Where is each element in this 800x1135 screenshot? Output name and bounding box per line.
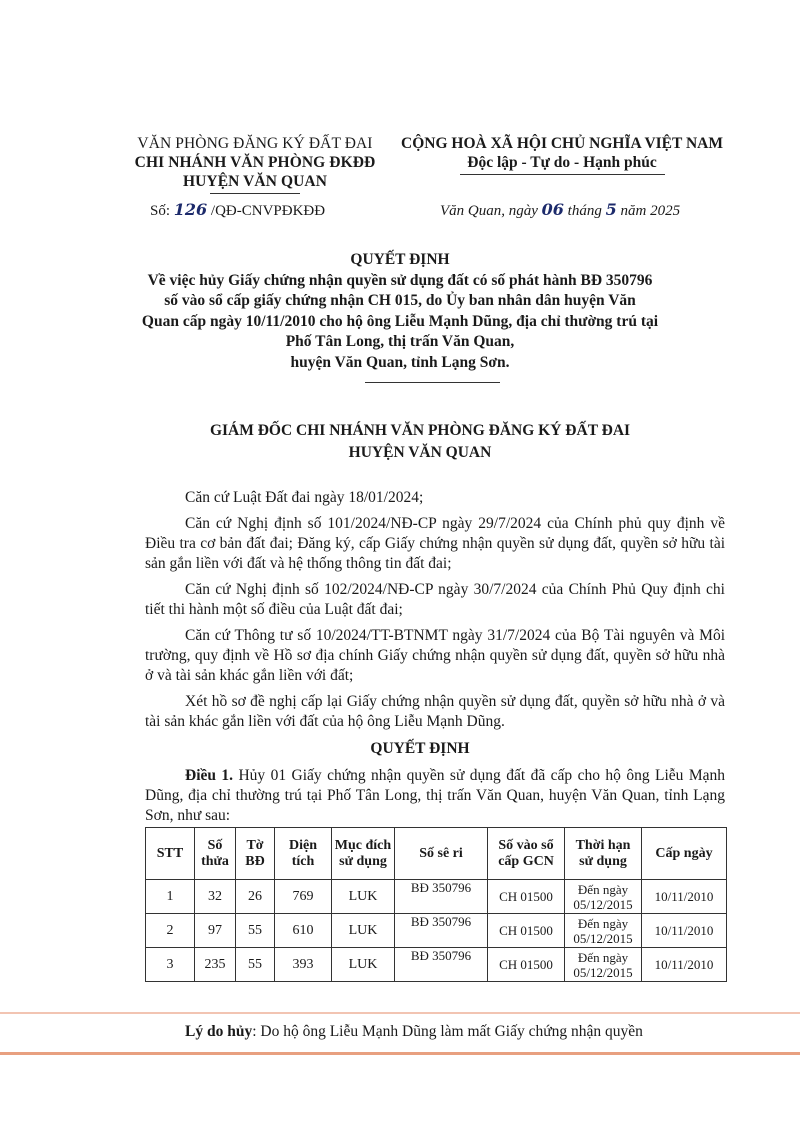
table-header: Thời hạn sử dụng: [565, 828, 642, 880]
motto-underline: [460, 174, 665, 175]
org-line-2: CHI NHÁNH VĂN PHÒNG ĐKĐĐ: [134, 154, 376, 171]
table-cell: Đến ngày 05/12/2015: [565, 914, 642, 948]
table-cell: LUK: [332, 880, 395, 914]
title-line-2: số vào sổ cấp giấy chứng nhận CH 015, do Ủy ban nhân dân huyện Văn: [164, 292, 636, 309]
table-cell: 55: [236, 914, 275, 948]
table-cell: LUK: [332, 948, 395, 982]
title-line-5: huyện Văn Quan, tỉnh Lạng Sơn.: [290, 353, 510, 371]
doc-number-prefix: Số:: [150, 203, 171, 219]
table-cell: Đến ngày 05/12/2015: [565, 948, 642, 982]
table-cell: 32: [195, 880, 236, 914]
basis-paragraph: Căn cứ Nghị định số 101/2024/NĐ-CP ngày 29/7/2024 của Chính phủ quy định về Điều tra cơ bản đất đai; Đăng ký, cấp Giấy chứng nhận quyền sử dụng đất, quyền sở hữu tài sản gắn liền với đất và hệ thống thông tin đất đai;: [145, 515, 725, 572]
article-1-label: Điều 1.: [185, 767, 234, 784]
table-header: Diện tích: [275, 828, 332, 880]
doc-number-handwritten: 126: [173, 200, 208, 219]
basis-paragraph: Căn cứ Nghị định số 102/2024/NĐ-CP ngày 30/7/2024 của Chính Phủ Quy định chi tiết thi hành một số điều của Luật đất đai;: [145, 581, 725, 618]
date-year: năm 2025: [620, 203, 681, 219]
table-header: Mục đích sử dụng: [332, 828, 395, 880]
table-cell: BĐ 350796: [395, 914, 488, 948]
table-header: Cấp ngày: [642, 828, 727, 880]
nation-line-2: Độc lập - Tự do - Hạnh phúc: [467, 154, 657, 171]
table-cell: 769: [275, 880, 332, 914]
date-prefix: Văn Quan, ngày: [440, 203, 538, 219]
date-month-label: tháng: [567, 203, 602, 219]
table-header: STT: [146, 828, 195, 880]
table-cell: BĐ 350796: [395, 948, 488, 982]
title-line-4: Phố Tân Long, thị trấn Văn Quan,: [285, 333, 515, 350]
reason-label: Lý do hủy: [185, 1023, 253, 1040]
title-line-1: Về việc hủy Giấy chứng nhận quyền sử dụng đất có số phát hành BĐ 350796: [147, 271, 653, 289]
table-cell: 2: [146, 914, 195, 948]
table-cell: 55: [236, 948, 275, 982]
reason-text: : Do hộ ông Liễu Mạnh Dũng làm mất Giấy chứng nhận quyền: [252, 1023, 643, 1040]
title-line-3: Quan cấp ngày 10/11/2010 cho hộ ông Liễu Mạnh Dũng, địa chỉ thường trú tại: [141, 312, 659, 330]
org-line-3: HUYỆN VĂN QUAN: [182, 173, 328, 190]
table-row: [146, 948, 727, 982]
table-header: Số vào sổ cấp GCN: [488, 828, 565, 880]
table-cell: 393: [275, 948, 332, 982]
doc-number-suffix: /QĐ-CNVPĐKĐĐ: [210, 203, 326, 219]
basis-paragraph: Căn cứ Thông tư số 10/2024/TT-BTNMT ngày 31/7/2024 của Bộ Tài nguyên và Môi trường, quy định về Hồ sơ địa chính Giấy chứng nhận quyền sử dụng đất, quyền sở hữu nhà ở và tài sản khác gắn liền với đất;: [145, 627, 725, 684]
basis-paragraph: Căn cứ Luật Đất đai ngày 18/01/2024;: [185, 489, 424, 506]
table-cell: 235: [195, 948, 236, 982]
article-1: [145, 766, 725, 826]
table-header: Tờ BĐ: [236, 828, 275, 880]
nation-line-1: CỘNG HOÀ XÃ HỘI CHỦ NGHĨA VIỆT NAM: [401, 135, 723, 152]
table-header: Số sê ri: [395, 828, 488, 880]
legal-bases: [145, 488, 725, 732]
table-cell: 10/11/2010: [642, 914, 727, 948]
org-underline: [210, 193, 300, 194]
table-cell: CH 01500: [488, 948, 565, 982]
table-row: [146, 880, 727, 914]
table-header-row: [146, 828, 727, 880]
date-month-handwritten: 5: [605, 200, 617, 219]
table-cell: 610: [275, 914, 332, 948]
date-day-handwritten: 06: [541, 200, 564, 219]
table-cell: 10/11/2010: [642, 880, 727, 914]
authority-line-2: HUYỆN VĂN QUAN: [348, 444, 492, 461]
table-cell: 10/11/2010: [642, 948, 727, 982]
table-cell: BĐ 350796: [395, 880, 488, 914]
table-cell: 97: [195, 914, 236, 948]
table-cell: CH 01500: [488, 880, 565, 914]
table-cell: 3: [146, 948, 195, 982]
table-cell: Đến ngày 05/12/2015: [565, 880, 642, 914]
table-cell: 1: [146, 880, 195, 914]
authority-line-1: GIÁM ĐỐC CHI NHÁNH VĂN PHÒNG ĐĂNG KÝ ĐẤT ĐAI: [209, 422, 631, 439]
document-number: [150, 200, 325, 220]
table-cell: LUK: [332, 914, 395, 948]
table-cell: CH 01500: [488, 914, 565, 948]
cancellation-reason: [145, 1022, 725, 1042]
table-header: Số thửa: [195, 828, 236, 880]
title-underline: [365, 382, 500, 383]
article-1-text: Hủy 01 Giấy chứng nhận quyền sử dụng đất đã cấp cho hộ ông Liễu Mạnh Dũng, địa chỉ thường trú tại Phố Tân Long, thị trấn Văn Quan, huyện Văn Quan, tỉnh Lạng Sơn, như sau:: [145, 767, 725, 824]
basis-paragraph: Xét hồ sơ đề nghị cấp lại Giấy chứng nhận quyền sử dụng đất, quyền sở hữu nhà ở và tài sản khác gắn liền với đất của hộ ông Liễu Mạnh Dũng.: [145, 693, 725, 730]
decision-title: [120, 250, 680, 373]
title-heading: QUYẾT ĐỊNH: [350, 251, 450, 268]
org-line-1: VĂN PHÒNG ĐĂNG KÝ ĐẤT ĐAI: [137, 135, 373, 152]
certificate-table: [145, 827, 727, 982]
scan-artifact-line: [0, 1052, 800, 1055]
table-row: [146, 914, 727, 948]
authority-heading: [120, 420, 720, 464]
document-date: [440, 200, 680, 220]
scan-artifact-line: [0, 1012, 800, 1014]
issuing-organization: [120, 134, 390, 194]
national-motto: [392, 134, 732, 175]
decision-heading: QUYẾT ĐỊNH: [370, 740, 470, 757]
table-cell: 26: [236, 880, 275, 914]
